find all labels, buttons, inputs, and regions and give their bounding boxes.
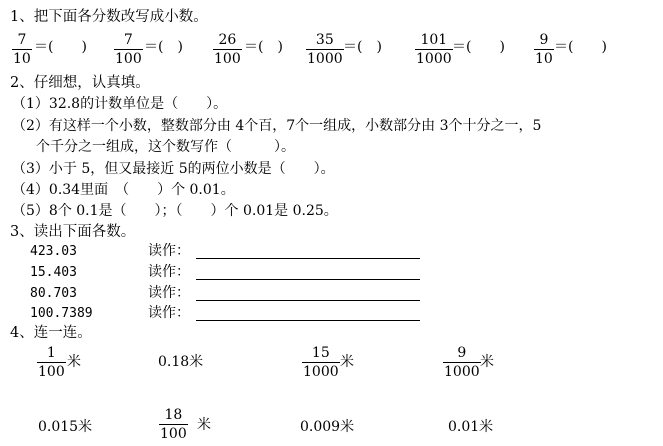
numerator: 101 (415, 33, 453, 50)
denominator: 100 (115, 51, 142, 67)
denominator: 1000 (444, 364, 480, 380)
question-line-1: （1）32.8的计数单位是（ ）。 (12, 96, 228, 112)
read-label: 读作： (148, 305, 190, 321)
numerator: 15 (302, 346, 340, 363)
numerator: 7 (12, 33, 32, 50)
fraction-101-1000 (416, 33, 452, 66)
match-value: 0.01米 (448, 419, 494, 435)
answer-line (196, 279, 420, 280)
unit-label: 米 (197, 417, 211, 433)
read-label: 读作： (148, 243, 190, 259)
answer-blank: ＝( ) (452, 39, 505, 55)
number-to-read: 100.7389 (30, 306, 93, 321)
question-line-5: （5）8个 0.1是（ ）；（ ）个 0.01是 0.25。 (12, 203, 338, 219)
denominator: 10 (13, 51, 31, 67)
read-label: 读作： (148, 264, 190, 280)
fraction-9-10 (535, 33, 553, 66)
question-line-4: （4）0.34里面 （ ）个 0.01。 (12, 182, 235, 198)
answer-blank: ＝( ) (554, 39, 607, 55)
fraction-1-100 (38, 346, 65, 379)
denominator: 1000 (307, 51, 343, 67)
answer-blank: ＝( ) (144, 39, 183, 55)
denominator: 1000 (416, 51, 452, 67)
numerator: 26 (213, 33, 242, 50)
fraction-15-1000 (303, 346, 339, 379)
fraction-35-1000 (307, 33, 343, 66)
numerator: 9 (534, 33, 554, 50)
question-line-2-cont: 个千分之一组成，这个数写作（ ）。 (36, 139, 295, 155)
unit-label: 米 (480, 354, 494, 370)
fraction-26-100 (214, 33, 241, 66)
numerator: 35 (306, 33, 344, 50)
numerator: 7 (114, 33, 143, 50)
section-3-title: 3、读出下面各数。 (10, 224, 136, 240)
match-value: 0.18米 (158, 354, 204, 370)
question-line-3: （3）小于 5，但又最接近 5的两位小数是（ ）。 (12, 161, 335, 177)
unit-label: 米 (340, 354, 354, 370)
answer-blank: ＝( ) (34, 39, 87, 55)
denominator: 1000 (303, 364, 339, 380)
denominator: 100 (214, 51, 241, 67)
answer-line (196, 320, 420, 321)
section-1-title: 1、把下面各分数改写成小数。 (10, 9, 208, 25)
numerator: 18 (159, 408, 188, 425)
answer-line (196, 258, 420, 259)
question-line-2: （2）有这样一个小数，整数部分由 4个百，7个一组成，小数部分由 3个十分之一，5 (12, 118, 542, 134)
match-value: 0.009米 (300, 419, 355, 435)
unit-label: 米 (67, 354, 81, 370)
number-to-read: 80.703 (30, 286, 77, 301)
section-2-title: 2、仔细想，认真填。 (10, 75, 150, 91)
numerator: 9 (443, 346, 481, 363)
denominator: 10 (535, 51, 553, 67)
fraction-7-100 (115, 33, 142, 66)
fraction-9-1000 (444, 346, 480, 379)
read-label: 读作： (148, 285, 190, 301)
number-to-read: 15.403 (30, 265, 77, 280)
denominator: 100 (38, 364, 65, 380)
fraction-7-10 (13, 33, 31, 66)
answer-blank: ＝( ) (244, 39, 283, 55)
fraction-18-100 (160, 408, 187, 441)
match-value: 0.015米 (38, 419, 93, 435)
answer-blank: ＝( ) (343, 39, 382, 55)
denominator: 100 (160, 426, 187, 442)
section-4-title: 4、连一连。 (10, 325, 92, 341)
numerator: 1 (37, 346, 66, 363)
answer-line (196, 300, 420, 301)
number-to-read: 423.03 (30, 244, 77, 259)
